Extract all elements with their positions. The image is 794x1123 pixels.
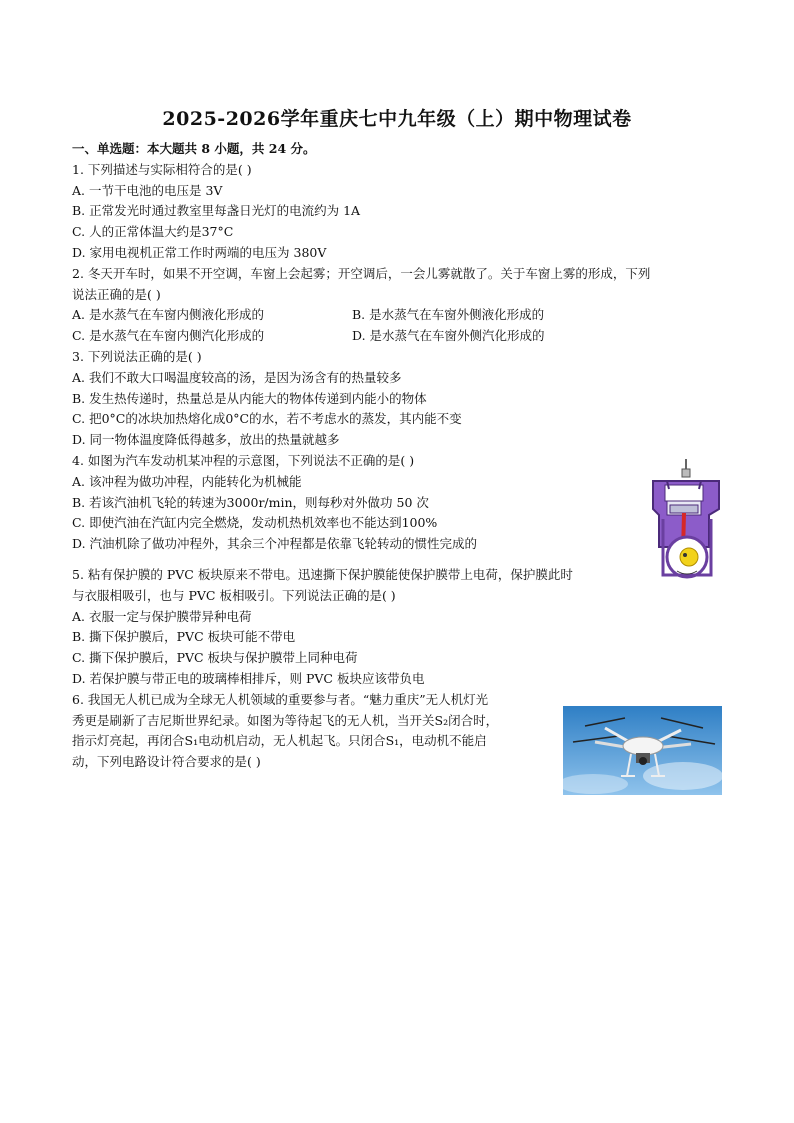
q1-option-d: D. 家用电视机正常工作时两端的电压为 380V <box>72 244 327 260</box>
q5-stem-line2: 与衣服相吸引，也与 PVC 板相吸引。下列说法正确的是( ) <box>72 587 396 603</box>
q5-stem-line1: 5. 粘有保护膜的 PVC 板块原来不带电。迅速撕下保护膜能使保护膜带上电荷，保护膜此时 <box>72 566 573 582</box>
question-2 <box>72 264 727 347</box>
q2-option-d: D. 是水蒸气在车窗外侧汽化形成的 <box>352 328 545 344</box>
q6-stem-line1: 6. 我国无人机已成为全球无人机领域的重要参与者。“魅力重庆”无人机灯光 <box>72 691 489 707</box>
q3-option-b: B. 发生热传递时，热量总是从内能大的物体传递到内能小的物体 <box>72 390 427 406</box>
q1-option-a: A. 一节干电池的电压是 3V <box>72 182 223 198</box>
q1-option-b: B. 正常发光时通过教室里每盏日光灯的电流约为 1A <box>72 203 361 219</box>
q2-option-a: A. 是水蒸气在车窗内侧液化形成的 <box>72 307 264 323</box>
q3-option-c: C. 把0°C的冰块加热熔化成0°C的水，若不考虑水的蒸发，其内能不变 <box>72 411 462 427</box>
q3-option-d: D. 同一物体温度降低得越多，放出的热量就越多 <box>72 432 340 448</box>
section-heading: 一、单选题：本大题共 8 小题，共 24 分。 <box>72 141 316 156</box>
engine-stroke-figure <box>645 459 723 581</box>
q3-stem: 3. 下列说法正确的是( ) <box>72 348 202 364</box>
exam-content <box>72 139 727 773</box>
question-3 <box>72 347 727 451</box>
q5-option-a: A. 衣服一定与保护膜带异种电荷 <box>72 608 252 624</box>
q4-option-c: C. 即使汽油在汽缸内完全燃烧，发动机热机效率也不能达到100% <box>72 515 438 531</box>
q5-option-d: D. 若保护膜与带正电的玻璃棒相排斥，则 PVC 板块应该带负电 <box>72 670 425 686</box>
q1-option-c: C. 人的正常体温大约是37°C <box>72 224 234 240</box>
q6-stem-line2: 秀更是刷新了吉尼斯世界纪录。如图为等待起飞的无人机，当开关S₂闭合时， <box>72 712 499 728</box>
q6-stem-line3: 指示灯亮起，再闭合S₁电动机启动，无人机起飞。只闭合S₁，电动机不能启 <box>72 733 487 749</box>
q5-option-b: B. 撕下保护膜后，PVC 板块可能不带电 <box>72 629 296 645</box>
q4-option-d: D. 汽油机除了做功冲程外，其余三个冲程都是依靠飞轮转动的惯性完成的 <box>72 536 478 552</box>
q6-stem-line4: 动，下列电路设计符合要求的是( ) <box>72 754 261 770</box>
q2-option-c: C. 是水蒸气在车窗内侧汽化形成的 <box>72 328 265 344</box>
q1-stem: 1. 下列描述与实际相符合的是( ) <box>72 161 252 177</box>
q2-option-b: B. 是水蒸气在车窗外侧液化形成的 <box>352 307 545 323</box>
q4-option-a: A. 该冲程为做功冲程，内能转化为机械能 <box>72 473 302 489</box>
question-5 <box>72 565 727 690</box>
q2-stem-line1: 2. 冬天开车时，如果不开空调，车窗上会起雾；开空调后，一会儿雾就散了。关于车窗上雾的形成，下列 <box>72 265 651 281</box>
drone-photo <box>563 706 722 795</box>
q3-option-a: A. 我们不敢大口喝温度较高的汤，是因为汤含有的热量较多 <box>72 369 402 385</box>
page-title: 2025-2026学年重庆七中九年级（上）期中物理试卷 <box>162 108 632 130</box>
q2-stem-line2: 说法正确的是( ) <box>72 286 161 302</box>
question-1 <box>72 160 727 264</box>
q4-stem: 4. 如图为汽车发动机某冲程的示意图，下列说法不正确的是( ) <box>72 452 415 468</box>
q4-option-b: B. 若该汽油机飞轮的转速为3000r/min，则每秒对外做功 50 次 <box>72 494 429 510</box>
q5-option-c: C. 撕下保护膜后，PVC 板块与保护膜带上同种电荷 <box>72 650 358 666</box>
question-4 <box>72 451 727 555</box>
